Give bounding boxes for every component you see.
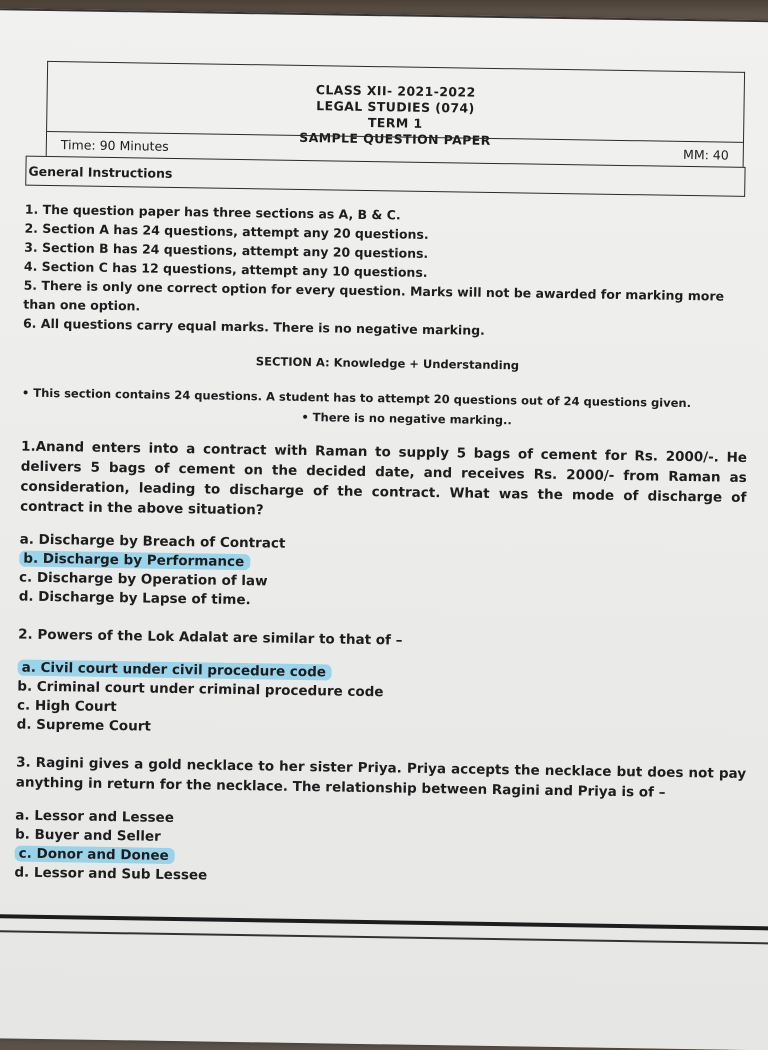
option-label: a. Discharge by Breach of Contract [19, 531, 286, 552]
option-label: b. Buyer and Seller [14, 826, 161, 845]
instruction-item: 1. The question paper has three sections as A, B & C. [24, 201, 401, 223]
option-label: d. Discharge by Lapse of time. [18, 588, 251, 609]
term-line: TERM 1 [367, 114, 423, 131]
question-3-options [14, 807, 745, 894]
subject-line: LEGAL STUDIES (074) [316, 98, 475, 116]
question-3-text: 3. Ragini gives a gold necklace to her sister Priya. Priya accepts the necklace but does not pay anything in return for the necklace. The relationship between Ragini and Priya is of – [15, 754, 747, 801]
option-label: c. High Court [16, 697, 117, 716]
max-marks-label: MM: 40 [683, 146, 729, 163]
instructions-list [23, 200, 755, 344]
instruction-item: 3. Section B has 24 questions, attempt any 20 questions. [24, 239, 429, 261]
question-1-text: 1.Anand enters into a contract with Raman to supply 5 bags of cement for Rs. 2000/-. He delivers 5 bags of cement on the decided date, and receives Rs. 2000/- from Raman as consideration, leading to discharge of the contract. What was the mode of discharge of contract in the above situation? [20, 438, 748, 519]
option-label: a. Civil court under civil procedure code [18, 660, 333, 681]
class-line: CLASS XII- 2021-2022 [315, 82, 476, 100]
time-label: Time: 90 Minutes [60, 136, 169, 154]
paper-type-line: SAMPLE QUESTION PAPER [299, 129, 491, 148]
header-box [46, 61, 745, 167]
option-label: b. Criminal court under criminal procedure code [17, 678, 384, 701]
option-label: c. Donor and Donee [15, 846, 175, 865]
section-note-2: • There is no negative marking.. [301, 409, 512, 428]
question-2-options [17, 659, 748, 746]
section-a-title: SECTION A: Knowledge + Understanding [255, 354, 520, 373]
general-instructions-heading: General Instructions [28, 163, 173, 181]
paper-content [14, 61, 757, 894]
question-1-options [19, 531, 750, 618]
instruction-item: 4. Section C has 12 questions, attempt any 10 questions. [23, 258, 428, 280]
question-2-text: 2. Powers of the Lok Adalat are similar to that of – [18, 626, 403, 649]
option-label: d. Lessor and Sub Lessee [14, 864, 208, 884]
footer-rule-thick [0, 914, 768, 931]
option-label: a. Lessor and Lessee [15, 807, 175, 827]
instruction-item: 2. Section A has 24 questions, attempt any 20 questions. [24, 220, 429, 242]
section-note-1: • This section contains 24 questions. A student has to attempt 20 questions out of 24 questions given. [21, 385, 692, 411]
footer-rule-thin [0, 930, 768, 944]
instruction-item: 6. All questions carry equal marks. There is no negative marking. [22, 315, 485, 338]
option-label: d. Supreme Court [16, 716, 151, 735]
option-label: b. Discharge by Performance [19, 551, 250, 571]
option-label: c. Discharge by Operation of law [18, 569, 268, 590]
question-paper [0, 8, 768, 1050]
instruction-item: 5. There is only one correct option for every question. Marks will not be awarded for marking more than one option. [23, 277, 725, 314]
